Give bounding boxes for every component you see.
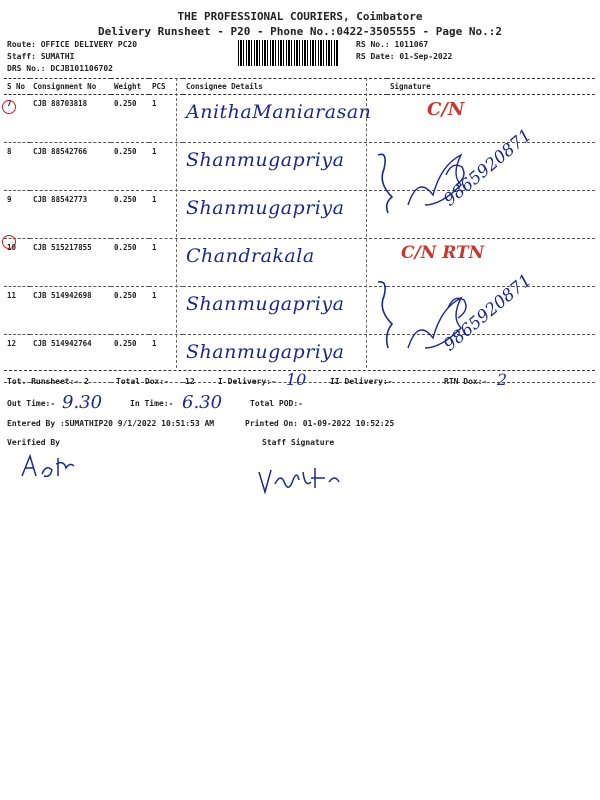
rs-date: RS Date: 01-Sep-2022: [356, 52, 453, 61]
row-pcs: 1: [149, 191, 183, 239]
column-divider: [176, 78, 177, 368]
runsheet-title: Delivery Runsheet - P20 - Phone No.:0422-3505555 - Page No.:2: [98, 25, 502, 38]
printed-on: Printed On: 01-09-2022 10:52:25: [245, 419, 395, 428]
col-sno: S No: [4, 79, 30, 95]
row-pcs: 1: [149, 239, 183, 287]
col-weight: Weight: [111, 79, 149, 95]
rs-number: RS No.: 1011067: [356, 40, 429, 49]
red-circle-mark: [2, 235, 16, 249]
handwritten-phone: 9865920871: [440, 270, 536, 356]
staff-signature: [255, 462, 350, 502]
route-label: Route: OFFICE DELIVERY PC20: [7, 40, 138, 49]
row-pcs: 1: [149, 143, 183, 191]
out-time-label: Out Time:-: [7, 399, 56, 408]
row-weight: 0.250: [111, 95, 149, 143]
rtn-dox-label: RTN Dox:-: [444, 377, 488, 386]
row-sno: 8: [4, 143, 30, 191]
in-time-value: 6.30: [182, 392, 223, 413]
row-sno: 10: [4, 239, 30, 287]
row-consignment: CJB 515217855: [30, 239, 111, 287]
row-pcs: 1: [149, 95, 183, 143]
total-dox-label: Total Dox:-: [116, 377, 169, 386]
col-consignee: Consignee Details: [183, 79, 387, 95]
total-dox-value: 12: [185, 377, 195, 386]
drs-number: DRS No.: DCJB101106702: [7, 64, 113, 73]
total-runsheet: Tot. Runsheet:- 2: [7, 377, 89, 386]
table-header-row: [4, 79, 595, 95]
column-divider: [366, 78, 367, 368]
total-pod-label: Total POD:-: [250, 399, 303, 408]
company-name: THE PROFESSIONAL COURIERS, Coimbatore: [177, 10, 423, 23]
row-consignee: Shanmugapriya: [183, 143, 387, 191]
row-consignment: CJB 88542766: [30, 143, 111, 191]
i-delivery-value: 10: [286, 370, 307, 389]
row-weight: 0.250: [111, 239, 149, 287]
row-pcs: 1: [149, 287, 183, 335]
row-consignment: CJB 514942764: [30, 335, 111, 383]
row-sno: 12: [4, 335, 30, 383]
row-weight: 0.250: [111, 191, 149, 239]
row-consignment: CJB 88542773: [30, 191, 111, 239]
in-time-label: In Time:-: [130, 399, 174, 408]
col-consignment: Consignment No: [30, 79, 111, 95]
entered-by: Entered By :SUMATHIP20 9/1/2022 10:51:53 AM: [7, 419, 215, 428]
verified-by-label: Verified By: [7, 438, 60, 447]
row-consignee: Shanmugapriya: [183, 287, 387, 335]
row-consignee: Shanmugapriya: [183, 191, 387, 239]
col-pcs: PCS: [149, 79, 183, 95]
barcode: [238, 40, 338, 66]
row-pcs: 1: [149, 335, 183, 383]
out-time-value: 9.30: [62, 392, 103, 413]
row-consignee: AnithaManiarasan: [183, 95, 387, 143]
row-consignee: Shanmugapriya: [183, 335, 387, 383]
staff-signature-label: Staff Signature: [262, 438, 335, 447]
row-signature-note: C/N: [387, 95, 595, 143]
col-signature: Signature: [387, 79, 595, 95]
verifier-signature: [18, 450, 88, 482]
rtn-dox-value: 2: [497, 370, 508, 389]
row-weight: 0.250: [111, 143, 149, 191]
row-weight: 0.250: [111, 335, 149, 383]
row-consignment: CJB 88703818: [30, 95, 111, 143]
staff-label: Staff: SUMATHI: [7, 52, 75, 61]
row-consignment: CJB 514942698: [30, 287, 111, 335]
ii-delivery-label: II Delivery:-: [330, 377, 393, 386]
row-weight: 0.250: [111, 287, 149, 335]
row-sno: 9: [4, 191, 30, 239]
row-sno: 7: [4, 95, 30, 143]
row-consignee: Chandrakala: [183, 239, 387, 287]
row-signature-note: C/N RTN: [387, 239, 595, 287]
row-sno: 11: [4, 287, 30, 335]
i-delivery-label: I Delivery:-: [218, 377, 276, 386]
handwritten-phone: 9865920871: [440, 125, 536, 211]
red-circle-mark: [2, 100, 16, 114]
